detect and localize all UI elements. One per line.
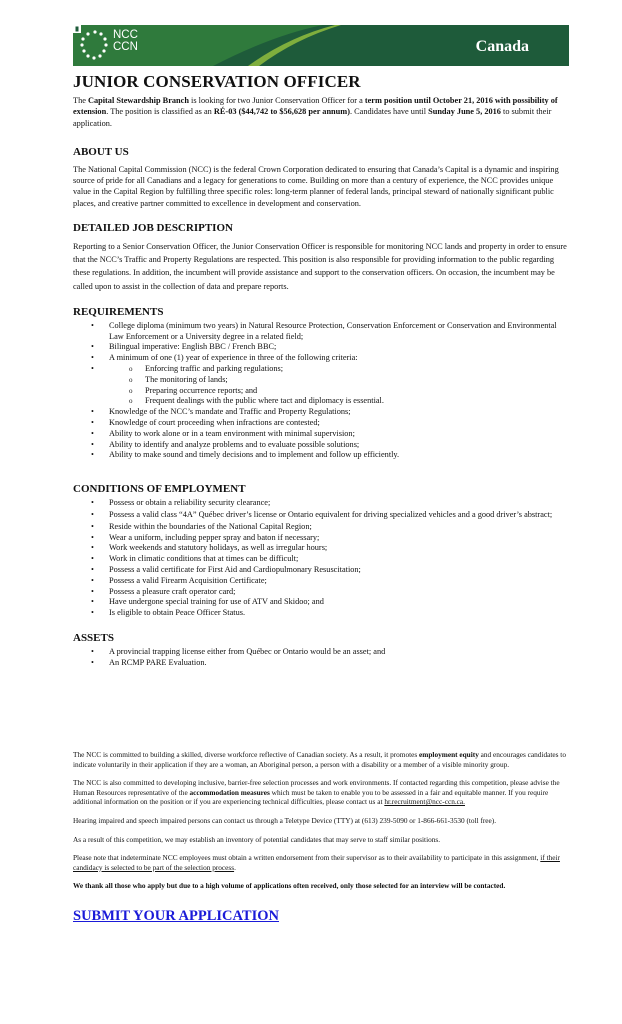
submit-container xyxy=(73,907,569,925)
criteria-list xyxy=(109,364,569,407)
list-item: • Possess a pleasure craft operator card; xyxy=(109,587,569,598)
assets-heading: ASSETS xyxy=(73,632,114,645)
list-item: • Work in climatic conditions that at times can be difficult; xyxy=(109,554,569,565)
list-item: • An RCMP PARE Evaluation. xyxy=(109,658,569,669)
about-heading: ABOUT US xyxy=(73,145,129,158)
intro-text: is looking for two Junior Conservation Officer for a xyxy=(188,96,365,105)
conditions-list xyxy=(73,498,569,619)
accommodation-bold: accommodation measures xyxy=(189,787,270,797)
indeterminate-text: Please note that indeterminate NCC employees must obtain a written endorsement from their supervisor as to their availability to participate in this assignment, xyxy=(73,853,541,863)
logo-line-2: CCN xyxy=(113,41,138,53)
list-item: • Ability to identify and analyze problems and to evaluate possible solutions; xyxy=(109,440,569,451)
page-title: JUNIOR CONSERVATION OFFICER xyxy=(73,72,361,91)
accommodation-text: The NCC is also committed to developing inclusive, barrier-free selection processes and work environments. If contacted regarding this competition, please advise the Human Resources representative of the xyxy=(73,778,560,797)
list-item: • Possess a valid class “4A” Québec driver’s license or Ontario equivalent for driving specialized vehicles and a good driver’s abstract; xyxy=(109,510,569,521)
intro-paragraph xyxy=(73,95,569,129)
criteria-container xyxy=(109,364,569,407)
deadline: Sunday June 5, 2016 xyxy=(428,107,501,117)
list-item: • Possess a valid Firearm Acquisition Certificate; xyxy=(109,576,569,587)
canada-wordmark: Canada xyxy=(475,38,529,55)
list-item: • A minimum of one (1) year of experience in three of the following criteria: xyxy=(109,353,569,364)
list-item: o Preparing occurrence reports; and xyxy=(145,386,569,397)
about-paragraph: The National Capital Commission (NCC) is the federal Crown Corporation dedicated to ensuring that Canada’s Capital is a dynamic and inspiring source of pride for all Canadians and a legacy for generations to come. Building on more than a century of experience, the NCC provides unique value in the Capital Region by fulfilling three specific roles: long-term planner of federal lands, principal steward of nationally significant public places, and creative partner committed to excellence in development and conservation. xyxy=(73,164,559,208)
list-item: • Knowledge of the NCC’s mandate and Traffic and Property Regulations; xyxy=(109,407,569,418)
equity-bold: employment equity xyxy=(419,750,479,759)
job-paragraph: Reporting to a Senior Conservation Officer, the Junior Conservation Officer is responsible for monitoring NCC lands and property in order to ensure that the NCC’s Traffic and Property Regulations are respected. This position is also responsible for providing information to the public regarding these regulations. In addition, the incumbent will provide assistance and support to the conservation officers. On occasion, the incumbent may be called upon to assist in the collection of data and prepare reports. xyxy=(73,242,567,291)
intro-text: The xyxy=(73,96,88,105)
list-item: • Ability to make sound and timely decisions and to implement and follow up efficiently. xyxy=(109,450,569,461)
list-item: • Possess a valid certificate for First Aid and Cardiopulmonary Resuscitation; xyxy=(109,565,569,576)
indeterminate-paragraph xyxy=(73,853,569,872)
list-item: • Ability to work alone or in a team environment with minimal supervision; xyxy=(109,429,569,440)
list-item: • Knowledge of court proceeding when infractions are contested; xyxy=(109,418,569,429)
requirements-list xyxy=(73,321,569,461)
list-item: • Bilingual imperative: English BBC / French BBC; xyxy=(109,342,569,353)
list-item: • A provincial trapping license either from Québec or Ontario would be an asset; and xyxy=(109,647,569,658)
accommodation-text: which must be taken to enable you to be assessed in a fair and equitable manner. If you require additional information on the position or if you are experiencing technical difficulties, please contact us at xyxy=(73,787,549,807)
list-item: o The monitoring of lands; xyxy=(145,375,569,386)
equity-text: and encourages candidates to indicate voluntarily in their application if they are a woman, an Aboriginal person, a person with a disability or a member of a visible minority group. xyxy=(73,750,566,769)
list-item: • College diploma (minimum two years) in Natural Resource Protection, Conservation Enforcement or Conservation and Environmental Law Enforcement or a University degree in a related field; xyxy=(109,321,569,343)
equity-text: The NCC is committed to building a skilled, diverse workforce reflective of Canadian society. As a result, it promotes xyxy=(73,750,420,759)
classification: RÉ-03 ($44,742 to $56,628 per annum) xyxy=(213,107,350,117)
list-item: • Have undergone special training for use of ATV and Skidoo; and xyxy=(109,597,569,608)
indeterminate-text: . xyxy=(234,862,236,872)
list-item: o Frequent dealings with the public where tact and diplomacy is essential. xyxy=(145,396,569,407)
tty-paragraph: Hearing impaired and speech impaired persons can contact us through a Teletype Device (TTY) at (613) 239-5090 or 1-866-661-3530 (toll free). xyxy=(73,815,497,825)
intro-text: . Candidates have until xyxy=(349,107,429,117)
equity-paragraph xyxy=(73,750,569,769)
requirements-heading: REQUIREMENTS xyxy=(73,305,164,318)
footer-notes xyxy=(73,750,569,925)
email-link[interactable]: hr.recruitment@ncc-ccn.ca. xyxy=(384,797,465,807)
job-heading: DETAILED JOB DESCRIPTION xyxy=(73,222,233,235)
list-item: • Work weekends and statutory holidays, as well as irregular hours; xyxy=(109,543,569,554)
submit-application-link[interactable]: SUBMIT YOUR APPLICATION xyxy=(73,907,279,924)
list-item: • Possess or obtain a reliability security clearance; xyxy=(109,498,569,509)
list-item: • Wear a uniform, including pepper spray and baton if necessary; xyxy=(109,533,569,544)
accommodation-paragraph xyxy=(73,778,569,807)
list-item: o • Enforcing traffic and parking regulations; xyxy=(145,364,569,375)
intro-text: to submit their application. xyxy=(73,107,552,128)
list-item: • Reside within the boundaries of the National Capital Region; xyxy=(109,522,569,533)
ncc-logo-text xyxy=(113,29,138,53)
conditions-heading: CONDITIONS OF EMPLOYMENT xyxy=(73,483,246,496)
logo-line-1: NCC xyxy=(113,29,138,41)
document-body xyxy=(73,72,569,669)
branch-name: Capital Stewardship Branch xyxy=(87,96,189,105)
list-item: • Is eligible to obtain Peace Officer Status. xyxy=(109,608,569,619)
intro-text: . The position is classified as an xyxy=(106,107,214,117)
inventory-paragraph: As a result of this competition, we may establish an inventory of potential candidates that may serve to staff similar positions. xyxy=(73,834,441,844)
thanks-paragraph: We thank all those who apply but due to a high volume of applications often received, only those selected for an interview will be contacted. xyxy=(73,881,506,891)
canada-flag-icon xyxy=(73,25,81,33)
header-banner xyxy=(73,25,569,66)
indeterminate-underlined: if their candidacy is selected to be part of the selection process xyxy=(73,853,560,872)
term-info: term position until October 21, 2016 with possibility of extension xyxy=(73,96,558,117)
assets-list xyxy=(73,647,569,669)
